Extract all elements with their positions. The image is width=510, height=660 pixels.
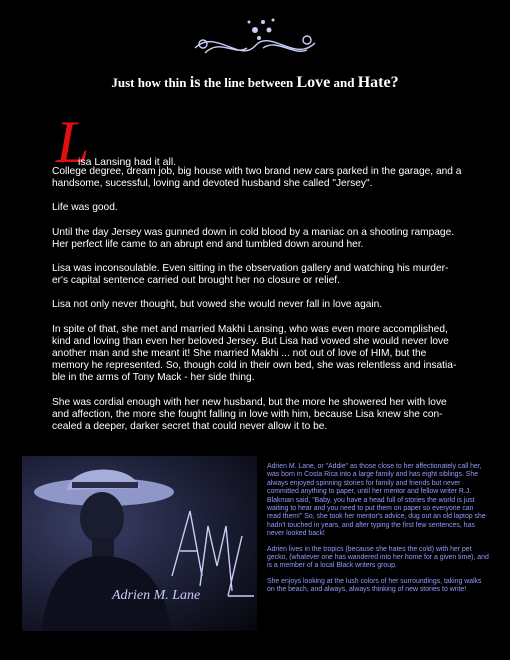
story-paragraph: College degree, dream job, big house with two brand new cars parked in the garage, and a handsome, sucessful, loving and devoted husband she called "Jersey". xyxy=(52,166,462,190)
headline-hate: Hate xyxy=(357,74,391,91)
author-photo xyxy=(22,456,257,631)
author-silhouette xyxy=(22,456,257,631)
story-paragraph: She was cordial enough with her new husband, but the more he showered her with love and affection, the more she fought falling in love with him, because Lisa knew she con-cealed a deeper, darker secret that could never allow it to be. xyxy=(52,396,447,433)
bio-paragraph: Adrien M. Lane, or "Addie" as those close to her affectionately call her, was born in Costa Rica into a large family and has eight siblings. She always enjoyed spinning stories for family and friends but never committed anything to paper, until her mentor and fellow writer R.J. Blakman said, "Baby, you have a head full of stories the world is just waiting to hear and you need to put them on paper so everyone can read them!" So, she took her mentor's advice, dug out an old laptop she hadn't touched in years, and after typing the first few sentences, has never looked back! xyxy=(267,463,486,538)
headline-love: Love xyxy=(296,74,331,91)
author-signature: Adrien M. Lane xyxy=(112,588,201,603)
swirl-flourish-icon xyxy=(185,8,325,68)
story-paragraph: Lisa was inconsoulable. Even sitting in the observation gallery and watching his murder-er's capital sentence carried out brought her no closure or relief. xyxy=(52,263,449,287)
headline-end: ? xyxy=(390,74,399,91)
headline xyxy=(0,74,510,92)
headline-part1: Just how thin xyxy=(111,75,190,90)
headline-and: and xyxy=(330,75,358,90)
story-paragraph: In spite of that, she met and married Makhi Lansing, who was even more accomplished, kind and loving than even her beloved Jersey. But Lisa had vowed she would never love another man and she meant it! She married Makhi ... not out of love of HIM, but the memory he represented. So, though cold in their own bed, she was relentless and insatia-ble in the arms of Tony Mack - her side thing. xyxy=(52,323,457,384)
story-body xyxy=(52,166,464,445)
bio-paragraph: Adrien lives in the tropics (because she hates the cold) with her pet gecko, (whatever one has wandered into her home for a given time), and is a member of a local Black writers group. xyxy=(267,545,489,570)
story-paragraph: Until the day Jersey was gunned down in cold blood by a maniac on a shooting rampage. Her perfect life came to an abrupt end and tumbled down around her. xyxy=(52,226,455,250)
first-line: isa Lansing had it all. xyxy=(78,156,177,168)
bio-paragraph: She enjoys looking at the lush colors of her surroundings, taking walks on the beach, and always, always thinking of new stories to write! xyxy=(267,577,482,594)
headline-part2: the line between xyxy=(200,75,297,90)
headline-is: is xyxy=(189,74,201,91)
story-paragraph: Lisa not only never thought, but vowed she would never fall in love again. xyxy=(52,299,383,311)
author-bio xyxy=(267,463,489,602)
story-paragraph: Life was good. xyxy=(52,202,118,214)
drop-cap: L xyxy=(56,109,90,175)
